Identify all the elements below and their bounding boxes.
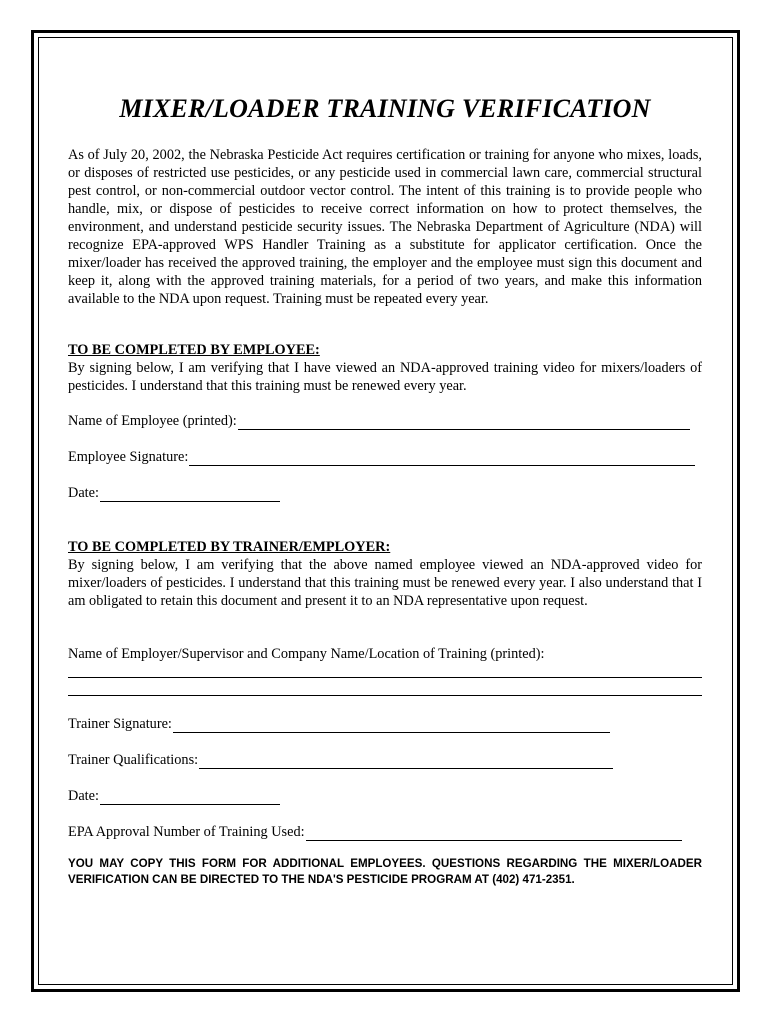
employee-name-field[interactable] xyxy=(68,412,690,430)
employee-section-heading: TO BE COMPLETED BY EMPLOYEE: xyxy=(68,342,320,358)
trainer-date-label: Date: xyxy=(68,788,99,804)
copy-notice: YOU MAY COPY THIS FORM FOR ADDITIONAL EMPLOYEES. QUESTIONS REGARDING THE MIXER/LOADER VERIFICATION CAN BE DIRECTED TO THE NDA'S PESTICIDE PROGRAM AT (402) 471-2351. xyxy=(68,857,702,886)
intro-paragraph: As of July 20, 2002, the Nebraska Pesticide Act requires certification or training for anyone who mixes, loads, or disposes of restricted use pesticides, or any pesticide used in commercial lawn care, commercial structural pest control, or non-commercial outdoor vector control. The intent of this training is to provide people who handle, mix, or dispose of pesticides to receive correct information on how to protect themselves, the environment, and understand pesticide security issues. The Nebraska Department of Agriculture (NDA) will recognize EPA-approved WPS Handler Training as a substitute for applicator certification. Once the mixer/loader has received the approved training, the employer and the employee must sign this document and keep it, along with the approved training materials, for a period of two years, and make this information available to the NDA upon request. Training must be repeated every year. xyxy=(68,147,702,307)
epa-approval-field[interactable] xyxy=(68,823,682,841)
epa-approval-line[interactable] xyxy=(306,826,682,841)
employee-date-label: Date: xyxy=(68,485,99,501)
trainer-date-field[interactable] xyxy=(68,787,280,805)
trainer-signature-line[interactable] xyxy=(173,718,610,733)
employee-signature-field[interactable] xyxy=(68,448,695,466)
employee-date-field[interactable] xyxy=(68,484,280,502)
employee-name-line[interactable] xyxy=(238,415,690,430)
trainer-section xyxy=(68,538,702,610)
employer-name-label-row xyxy=(68,645,544,663)
epa-approval-label: EPA Approval Number of Training Used: xyxy=(68,824,305,840)
employer-name-label: Name of Employer/Supervisor and Company Name/Location of Training (printed): xyxy=(68,646,545,662)
form-title: MIXER/LOADER TRAINING VERIFICATION xyxy=(119,94,651,123)
trainer-qualifications-label: Trainer Qualifications: xyxy=(68,752,199,768)
employee-signature-label: Employee Signature: xyxy=(68,449,189,465)
trainer-signature-label: Trainer Signature: xyxy=(68,716,172,732)
trainer-date-line[interactable] xyxy=(100,790,280,805)
employee-name-label: Name of Employee (printed): xyxy=(68,413,237,429)
trainer-qualifications-line[interactable] xyxy=(199,754,613,769)
employer-name-line-1[interactable] xyxy=(68,677,702,678)
employee-date-line[interactable] xyxy=(100,487,280,502)
trainer-qualifications-field[interactable] xyxy=(68,751,613,769)
trainer-section-heading: TO BE COMPLETED BY TRAINER/EMPLOYER: xyxy=(68,539,391,555)
employee-signature-line[interactable] xyxy=(189,451,695,466)
trainer-statement: By signing below, I am verifying that the above named employee viewed an NDA-approved video for mixer/loaders of pesticides. I understand that this training must be renewed every year. I also understand that I am obligated to retain this document and present it to an NDA representative upon request. xyxy=(68,557,702,609)
employee-statement: By signing below, I am verifying that I have viewed an NDA-approved training video for mixers/loaders of pesticides. I understand that this training must be renewed every year. xyxy=(68,360,702,394)
trainer-signature-field[interactable] xyxy=(68,715,610,733)
employee-section xyxy=(68,341,702,395)
employer-name-line-2[interactable] xyxy=(68,695,702,696)
